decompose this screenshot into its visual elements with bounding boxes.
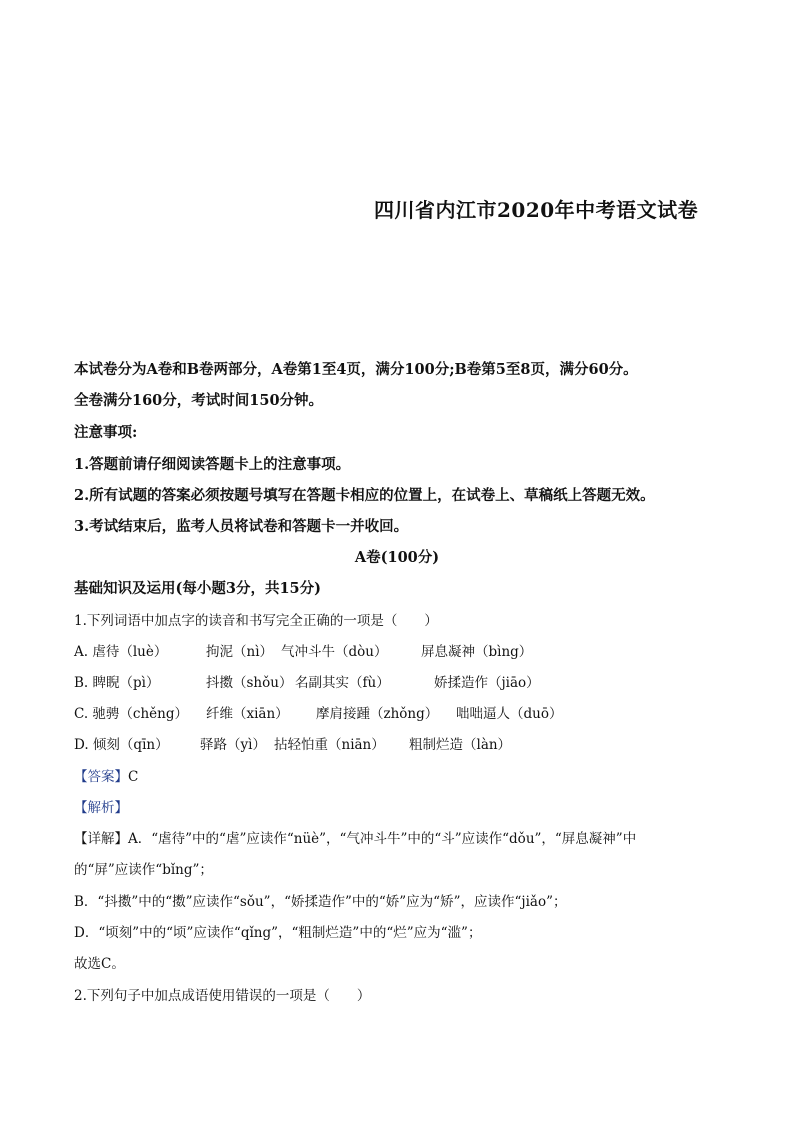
option-label: B. 睥睨（pì） (74, 675, 160, 691)
option-word: 驿路（yì） (200, 737, 266, 753)
detail-option-b: B．“抖擞”中的“擞”应读作“sǒu”，“娇揉造作”中的“娇”应为“矫”，应读作“jiǎo”； (74, 894, 567, 910)
analysis-tag: 【解析】 (74, 800, 128, 816)
option-word: 抖擞（shǒu） (206, 675, 293, 691)
detail-option-d: D．“顷刻”中的“顷”应读作“qǐng”，“粗制烂造”中的“烂”应为“滥”； (74, 925, 482, 941)
answer-tag: 【答案】 (74, 769, 128, 785)
detail-line-2: 的“屏”应读作“bǐng”； (74, 862, 213, 878)
option-word: 粗制烂造（làn） (409, 737, 512, 753)
answer-line (74, 765, 138, 785)
question-2-stem: 2.下列句子中加点成语使用错误的一项是（ ） (74, 988, 371, 1004)
option-label: A. 虐待（luè） (74, 644, 168, 660)
intro-line-1: 本试卷分为A卷和B卷两部分，A卷第1至4页，满分100分;B卷第5至8页，满分60分。 (74, 361, 638, 378)
option-label: D. 倾刻（qīn） (74, 737, 169, 753)
detail-line-1: 【详解】A．“虐待”中的“虐”应读作“nüè”，“气冲斗牛”中的“斗”应读作“dǒu”，“屏息凝神”中 (74, 831, 637, 847)
notice-item: 2.所有试题的答案必须按题号填写在答题卡相应的位置上，在试卷上、草稿纸上答题无效。 (74, 487, 655, 504)
option-word: 拘泥（nì） (206, 644, 274, 660)
option-word: 咄咄逼人（duō） (456, 706, 563, 722)
conclusion: 故选C。 (74, 956, 125, 972)
option-word: 气冲斗牛（dòu） (281, 644, 388, 660)
notice-item: 3.考试结束后，监考人员将试卷和答题卡一并收回。 (74, 518, 409, 535)
question-1-stem: 1.下列词语中加点字的读音和书写完全正确的一项是（ ） (74, 613, 438, 629)
option-word: 摩肩接踵（zhǒng） (316, 706, 439, 722)
option-label: C. 驰骋（chěng） (74, 706, 189, 722)
answer-value: C (128, 769, 139, 785)
option-word: 屏息凝神（bìng） (421, 644, 533, 660)
notice-item: 1.答题前请仔细阅读答题卡上的注意事项。 (74, 456, 351, 473)
option-word: 名副其实（fù） (295, 675, 390, 691)
section-a-heading: A卷(100分) (354, 549, 440, 566)
page-title: 四川省内江市2020年中考语文试卷 (374, 198, 699, 222)
option-word: 拈轻怕重（niān） (274, 737, 385, 753)
notice-heading: 注意事项: (74, 424, 138, 441)
option-word: 纤维（xiān） (206, 706, 289, 722)
section-heading: 基础知识及运用(每小题3分，共15分) (74, 580, 321, 597)
intro-line-2: 全卷满分160分，考试时间150分钟。 (74, 392, 324, 409)
option-word: 娇揉造作（jiāo） (434, 675, 540, 691)
